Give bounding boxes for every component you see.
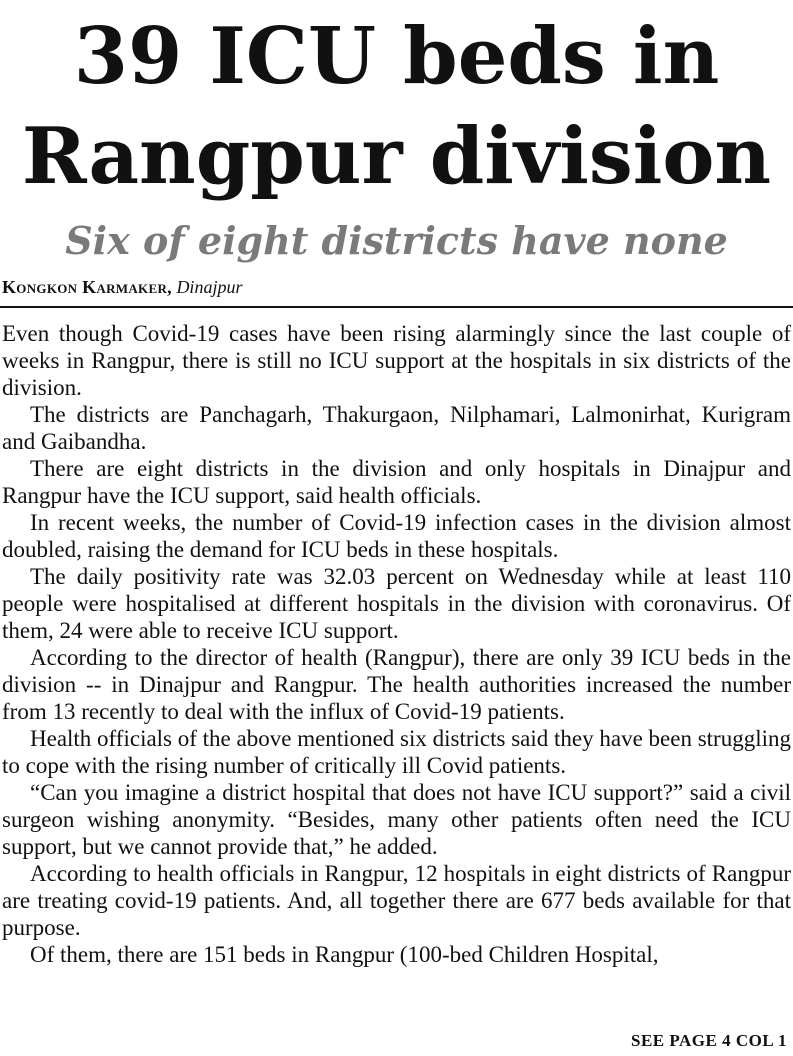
paragraph: According to the director of health (Rangpur), there are only 39 ICU beds in the division -- in Dinajpur and Rangpur. The health authorities increased the number from 13 recently to deal with the influx of Covid-19 patients. — [2, 645, 791, 724]
byline — [2, 275, 242, 299]
byline-location: Dinajpur — [176, 277, 243, 297]
paragraph: Of them, there are 151 beds in Rangpur (100-bed Children Hospital, — [30, 942, 659, 967]
headline-line-2: Rangpur division — [21, 111, 772, 202]
subheadline: Six of eight districts have none — [65, 218, 728, 263]
paragraph: There are eight districts in the division and only hospitals in Dinajpur and Rangpur have the ICU support, said health officials. — [2, 456, 791, 508]
paragraph: Even though Covid-19 cases have been rising alarmingly since the last couple of weeks in Rangpur, there is still no ICU support at the hospitals in six districts of the division. — [2, 321, 791, 400]
paragraph: The daily positivity rate was 32.03 percent on Wednesday while at least 110 people were hospitalised at different hospitals in the division with coronavirus. Of them, 24 were able to receive ICU support. — [2, 564, 791, 643]
paragraph: The districts are Panchagarh, Thakurgaon, Nilphamari, Lalmonirhat, Kurigram and Gaibandha. — [2, 402, 791, 454]
headline-line-1: 39 ICU beds in — [73, 11, 720, 102]
paragraph: In recent weeks, the number of Covid-19 infection cases in the division almost doubled, raising the demand for ICU beds in these hospitals. — [2, 510, 791, 562]
byline-divider — [0, 306, 793, 308]
paragraph: Health officials of the above mentioned six districts said they have been struggling to cope with the rising number of critically ill Covid patients. — [2, 726, 791, 778]
byline-author: Kongkon Karmaker, — [2, 277, 172, 297]
paragraph: “Can you imagine a district hospital that does not have ICU support?” said a civil surgeon wishing anonymity. “Besides, many other patients often need the ICU support, but we cannot provide that,” he added. — [2, 780, 791, 859]
paragraph: According to health officials in Rangpur, 12 hospitals in eight districts of Rangpur are treating covid-19 patients. And, all together there are 677 beds available for that purpose. — [2, 861, 791, 940]
continued-on-page-note: SEE PAGE 4 COL 1 — [631, 1031, 787, 1050]
article-body — [2, 320, 791, 968]
